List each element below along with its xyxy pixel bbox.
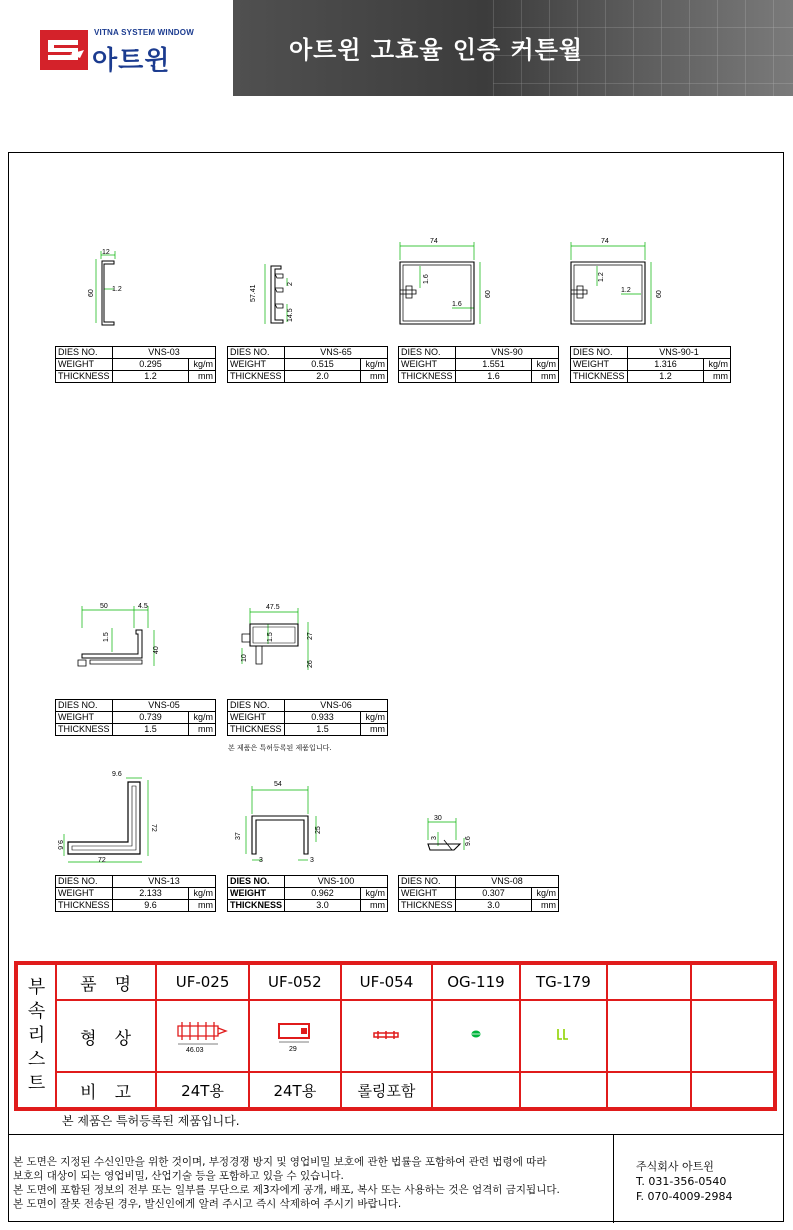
svg-text:3: 3 (431, 836, 438, 840)
row-label-product-name: 품명 (56, 964, 156, 1000)
profile-drawing-vns-65 (245, 252, 305, 332)
profile-drawing-vns-08 (410, 810, 490, 860)
svg-text:74: 74 (430, 238, 438, 245)
svg-text:10: 10 (241, 654, 248, 662)
product-og-119: OG-119 (432, 964, 519, 1000)
svg-text:30: 30 (434, 815, 442, 822)
logo-mark-icon (40, 30, 88, 70)
shape-dim-label: 29 (288, 1046, 297, 1053)
patent-note: 본 제품은 특허등록된 제품입니다. (62, 1114, 240, 1128)
shape-uf-054 (341, 1000, 433, 1072)
svg-text:50: 50 (100, 603, 108, 610)
svg-text:9.6: 9.6 (56, 840, 63, 850)
page-title: 아트윈 고효율 인증 커튼월 (289, 36, 584, 64)
logo-english-text: VITNA SYSTEM WINDOW (94, 28, 194, 37)
svg-text:74: 74 (601, 238, 609, 245)
shape-empty-2 (691, 1000, 774, 1072)
svg-text:57.41: 57.41 (250, 284, 257, 302)
remark-empty-2 (691, 1072, 774, 1108)
svg-text:4.5: 4.5 (138, 603, 148, 610)
product-uf-025: UF-025 (156, 964, 249, 1000)
dim-label: 12 (102, 249, 110, 256)
company-contact (636, 1159, 732, 1204)
spec-table-vns-100: DIES NO. VNS-100 WEIGHT 0.962 kg/m THICKNESS 3.0 mm (227, 875, 388, 912)
svg-text:1.2: 1.2 (621, 287, 631, 294)
page-header (8, 0, 793, 96)
remark-uf-025: 24T용 (156, 1072, 249, 1108)
product-uf-054: UF-054 (341, 964, 433, 1000)
profile-drawing-vns-100 (226, 776, 326, 868)
profile-drawing-vns-13 (50, 764, 160, 869)
profile-drawing-vns-06 (228, 598, 328, 678)
svg-text:60: 60 (485, 290, 492, 298)
spec-table-vns-13: DIES NO. VNS-13 WEIGHT 2.133 kg/m THICKNESS 9.6 mm (55, 875, 216, 912)
logo-korean-text: 아트윈 (92, 46, 171, 76)
logo (8, 0, 233, 96)
confidentiality-notice: 본 도면은 지정된 수신인만을 위한 것이며, 부정경쟁 방지 및 영업비밀 보호에 관한 법률을 포함하여 관련 법령에 따라 보호의 대상이 되는 영업비밀, 산업기술 등을 포함하고 있을 수 있습니다. 본 도면에 포함된 정보의 전부 또는 일부를 무단으로 제3자에게 공개, 배포, 복사 또는 사용하는 것은 엄격히 금지됩니다. 본 도면이 잘못 전송된 경우, 발신인에게 알려 주시고 즉시 삭제하여 주시기 바랍니다. (8, 1135, 614, 1223)
shape-empty-1 (607, 1000, 690, 1072)
svg-text:27: 27 (307, 632, 314, 640)
svg-text:1.2: 1.2 (112, 286, 122, 293)
svg-text:1.6: 1.6 (452, 301, 462, 308)
svg-text:9.6: 9.6 (465, 836, 472, 846)
svg-text:37: 37 (235, 832, 242, 840)
svg-text:47.5: 47.5 (266, 604, 280, 611)
company-name: 주식회사 아트윈 (636, 1160, 714, 1173)
profile-drawing-vns-05 (72, 598, 172, 678)
accessory-list-side-label: 부 속 리 스 트 (17, 964, 56, 1108)
vns-06-patent-note: 본 제품은 특허등록된 제품입니다. (228, 744, 332, 752)
svg-text:2: 2 (287, 282, 294, 286)
accessory-list (14, 961, 777, 1111)
shape-uf-025 (156, 1000, 249, 1072)
product-tg-179: TG-179 (520, 964, 607, 1000)
svg-text:72: 72 (98, 857, 106, 864)
svg-text:54: 54 (274, 781, 282, 788)
svg-text:9.6: 9.6 (112, 771, 122, 778)
company-fax: F. 070-4009-2984 (636, 1190, 733, 1203)
company-tel: T. 031-356-0540 (636, 1175, 727, 1188)
profile-drawing-vns-03 (80, 245, 130, 330)
shape-uf-052 (249, 1000, 341, 1072)
row-label-shape: 형상 (56, 1000, 156, 1072)
svg-text:1.5: 1.5 (103, 632, 110, 642)
svg-text:3: 3 (310, 857, 314, 864)
profile-drawing-vns-90-1 (563, 236, 673, 331)
remark-empty-1 (607, 1072, 690, 1108)
spec-table-vns-03: DIES NO. VNS-03 WEIGHT 0.295 kg/m THICKNESS 1.2 mm (55, 346, 216, 383)
svg-text:25: 25 (315, 826, 322, 834)
spec-table-vns-05: DIES NO. VNS-05 WEIGHT 0.739 kg/m THICKNESS 1.5 mm (55, 699, 216, 736)
remark-uf-052: 24T용 (249, 1072, 341, 1108)
svg-text:26: 26 (307, 660, 314, 668)
remark-uf-054: 롤링포함 (341, 1072, 433, 1108)
spec-table-vns-08: DIES NO. VNS-08 WEIGHT 0.307 kg/m THICKNESS 3.0 mm (398, 875, 559, 912)
svg-text:14.5: 14.5 (287, 308, 294, 322)
svg-text:72: 72 (150, 824, 157, 832)
svg-text:40: 40 (153, 646, 160, 654)
row-label-remark: 비고 (56, 1072, 156, 1108)
product-empty-2 (691, 964, 774, 1000)
spec-table-vns-90: DIES NO. VNS-90 WEIGHT 1.551 kg/m THICKNESS 1.6 mm (398, 346, 559, 383)
svg-text:1.6: 1.6 (423, 274, 430, 284)
spec-table-vns-90-1: DIES NO. VNS-90-1 WEIGHT 1.316 kg/m THICKNESS 1.2 mm (570, 346, 731, 383)
svg-text:3: 3 (259, 857, 263, 864)
svg-text:60: 60 (88, 289, 95, 297)
spec-table-vns-65: DIES NO. VNS-65 WEIGHT 0.515 kg/m THICKNESS 2.0 mm (227, 346, 388, 383)
product-empty-1 (607, 964, 690, 1000)
profile-drawing-vns-90 (392, 236, 502, 331)
svg-text:1.2: 1.2 (598, 272, 605, 282)
shape-dim-label: 46.03 (185, 1047, 204, 1054)
footer (8, 1134, 784, 1223)
shape-tg-179 (520, 1000, 607, 1072)
product-uf-052: UF-052 (249, 964, 341, 1000)
remark-og-119 (432, 1072, 519, 1108)
header-banner (233, 0, 793, 96)
shape-og-119 (432, 1000, 519, 1072)
svg-text:1.5: 1.5 (267, 632, 274, 642)
spec-table-vns-06: DIES NO. VNS-06 WEIGHT 0.933 kg/m THICKNESS 1.5 mm (227, 699, 388, 736)
remark-tg-179 (520, 1072, 607, 1108)
svg-text:60: 60 (656, 290, 663, 298)
